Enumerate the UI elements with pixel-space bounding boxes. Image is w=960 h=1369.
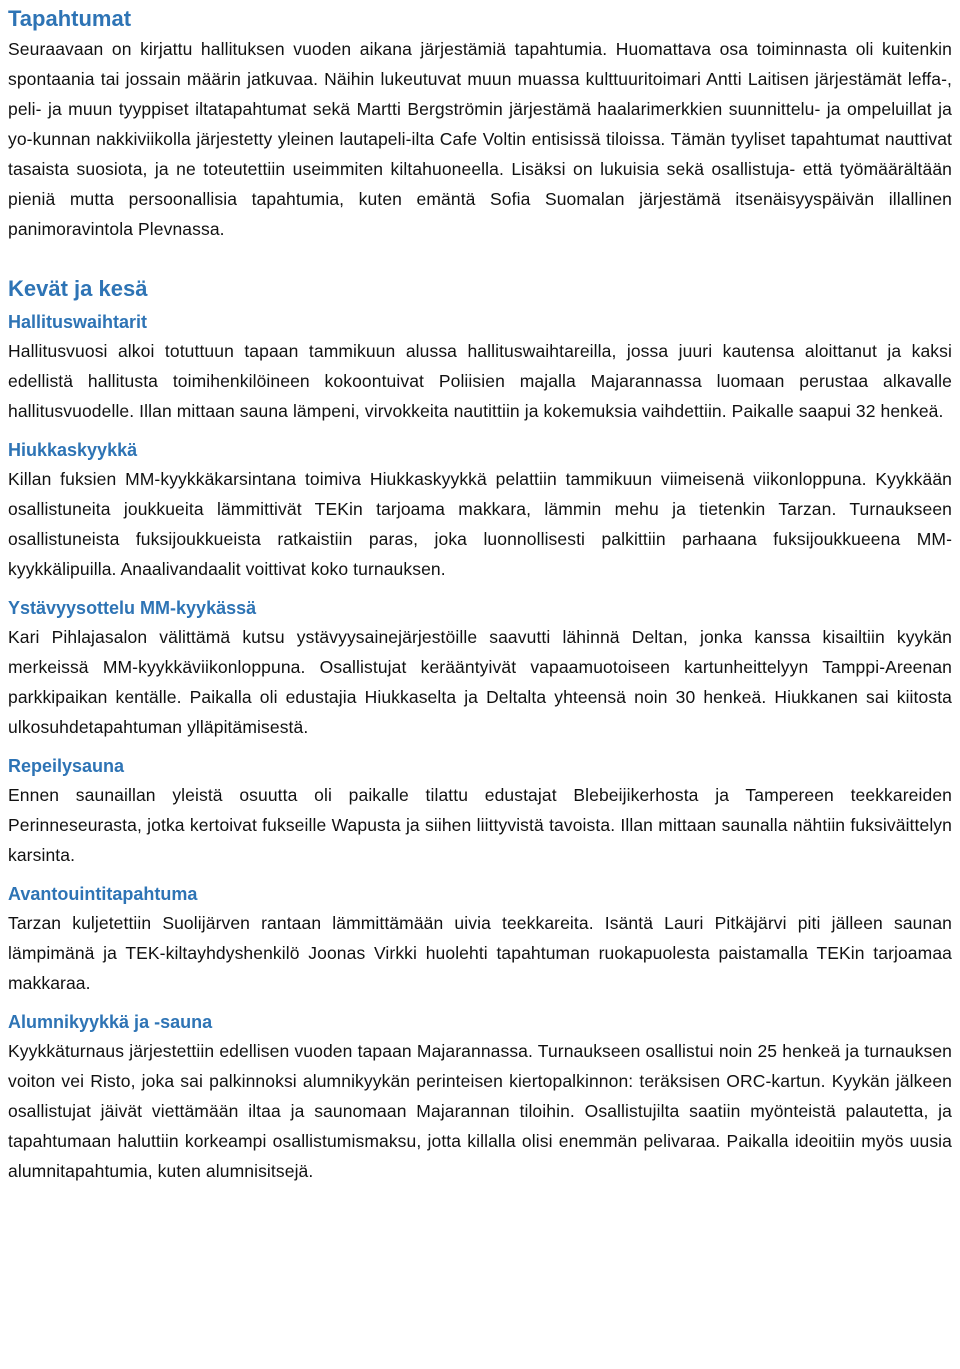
subsection-paragraph: Kyykkäturnaus järjestettiin edellisen vuoden tapaan Majarannassa. Turnaukseen osallistui noin 25 henkeä ja turnauksen voiton vei Risto, joka sai palkinnoksi alumnikyykän perinteisen kiertopalkinnon: teräksisen ORC-kartun. Kyykän jälkeen osallistujat jäivät viettämään iltaa ja saunomaan Majarannan tiloihin. Osallistujilta saatiin myönteistä palautetta, ja tapahtumaan haluttiin korkeampi osallistumismaksu, jotta killalla olisi enemmän pelivaraa. Paikalla ideoitiin myös uusia alumnitapahtumia, kuten alumnisitsejä. bbox=[8, 1041, 952, 1181]
subsection-title: Ystävyysottelu MM-kyykässä bbox=[8, 598, 257, 618]
section-title: Kevät ja kesä bbox=[8, 276, 148, 301]
subsection-title: Repeilysauna bbox=[8, 756, 125, 776]
subsection-paragraph: Ennen saunaillan yleistä osuutta oli paikalle tilattu edustajat Blebeijikerhosta ja Tampereen teekkareiden Perinneseurasta, jotka kertoivat fukseille Wapusta ja siihen liittyvistä tavoista. Illan mittaan saunalla nähtiin fuksiväittelyn karsinta. bbox=[8, 785, 952, 865]
subsection-paragraph: Tarzan kuljetettiin Suolijärven rantaan lämmittämään uivia teekkareita. Isäntä Lauri Pitkäjärvi piti jälleen saunan lämpimänä ja TEK-kiltayhdyshenkilö Joonas Virkki huolehti tapahtuman ruokapuolesta paistamalla TEKin tarjoamaa makkaraa. bbox=[8, 913, 952, 993]
subsection-paragraph: Kari Pihlajasalon välittämä kutsu ystävyysainejärjestöille saavutti lähinnä Deltan, jonka kanssa kisailtiin kyykän merkeissä MM-kyykkäviikonloppuna. Osallistujat kerääntyivät vapaamuotoiseen kartunheittelyyn Tamppi-Areenan parkkipaikan kentälle. Paikalla oli edustajia Hiukkaselta ja Deltalta yhteensä noin 30 henkeä. Hiukkanen sai kiitosta ulkosuhdetapahtuman ylläpitämisestä. bbox=[8, 627, 952, 737]
subsection-title: Avantouintitapahtuma bbox=[8, 884, 198, 904]
subsection-title: Alumnikyykkä ja -sauna bbox=[8, 1012, 213, 1032]
section-title: Tapahtumat bbox=[8, 6, 132, 31]
section-intro-paragraph: Seuraavaan on kirjattu hallituksen vuoden aikana järjestämiä tapahtumia. Huomattava osa toiminnasta oli kuitenkin spontaania tai jossain määrin jatkuvaa. Näihin lukeutuvat muun muassa kulttuuritoimari Antti Laitisen järjestämät leffa-, peli- ja muun tyyppiset iltatapahtumat sekä Martti Bergströmin järjestämä haalarimerkkien suunnittelu- ja ompeluillat ja yo-kunnan nakkiviikolla järjestetty yleinen lautapeli-ilta Cafe Voltin entisissä tiloissa. Tämän tyyliset tapahtumat nauttivat tasaista suosiota, ja ne toteutettiin useimmiten kiltahuoneella. Lisäksi on lukuisia sekä osallistuja- että työmäärältään pieniä mutta persoonallisia tapahtumia, kuten emäntä Sofia Suomalan järjestämä itsenäisyyspäivän illallinen panimoravintola Plevnassa. bbox=[8, 39, 952, 239]
subsection-paragraph: Killan fuksien MM-kyykkäkarsintana toimiva Hiukkaskyykkä pelattiin tammikuun viimeisenä viikonloppuna. Kyykkään osallistuneita joukkueita lämmittivät TEKin tarjoama makkara, lämmin mehu ja tietenkin Tarzan. Turnaukseen osallistuneista fuksijoukkueista ratkaistiin paras, joka luonnollisesti palkittiin parhaana fuksijoukkueena MM-kyykkälipuilla. Anaalivandaalit voittivat koko turnauksen. bbox=[8, 469, 952, 579]
subsection-title: Hallituswaihtarit bbox=[8, 312, 148, 332]
subsection-paragraph: Hallitusvuosi alkoi totuttuun tapaan tammikuun alussa hallituswaihtareilla, jossa juuri kautensa aloittanut ja kaksi edellistä hallitusta toimihenkilöineen kokoontuivat Poliisien majalla Majarannassa luomaan perustaa alkavalle hallitusvuodelle. Illan mittaan sauna lämpeni, virvokkeita nautittiin ja kokemuksia vaihdettiin. Paikalle saapui 32 henkeä. bbox=[8, 341, 952, 421]
subsection-title: Hiukkaskyykkä bbox=[8, 440, 138, 460]
